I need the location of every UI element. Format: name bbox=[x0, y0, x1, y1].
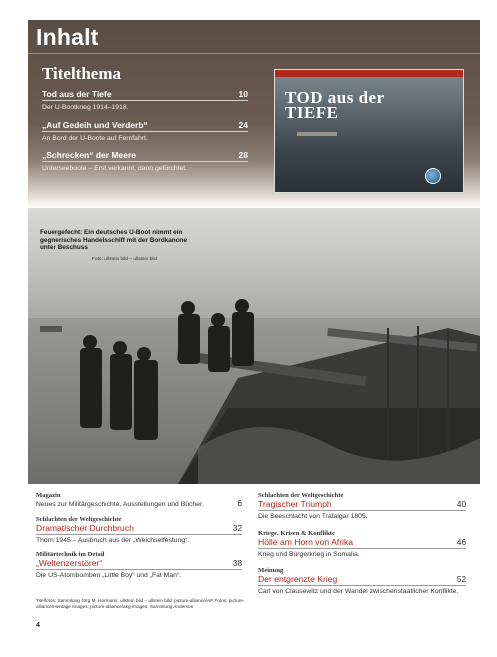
magazine-cover-thumbnail[interactable] bbox=[274, 69, 464, 193]
toc-entry-description: Thorn 1945 – Ausbruch aus der „Weichselfestung“. bbox=[36, 537, 190, 544]
cover-headline bbox=[285, 90, 385, 120]
toc-category: Schlachten der Weltgeschichte bbox=[258, 492, 344, 499]
toc-entry-subtitle: An Bord der U-Boote auf Fernfahrt. bbox=[42, 135, 148, 142]
toc-entry-title: „Weltenzerstörer“ bbox=[36, 558, 103, 568]
section-title: Titelthema bbox=[42, 64, 122, 83]
toc-category: Militärtechnik im Detail bbox=[36, 551, 105, 558]
toc-entry[interactable] bbox=[258, 530, 466, 559]
photo-credit: Foto: ullstein bild – ullstein bild bbox=[92, 257, 158, 262]
toc-entry-description: Neues zur Militärgeschichte, Ausstellungen und Bücher. bbox=[36, 501, 204, 508]
toc-entry[interactable] bbox=[36, 516, 242, 545]
toc-entry[interactable] bbox=[36, 551, 242, 580]
toc-category: Magazin bbox=[36, 492, 61, 499]
toc-category: Meinung bbox=[258, 567, 284, 574]
photo-credits: Titelfotos: Sammlung Jörg M. Hormann; ullstein bild – ullstein bild: picture-alliance/AP Fotos: picture-alliance/Heritage Images; picture-alliance/akg-images; Sammlung Anderson bbox=[36, 598, 245, 610]
toc-entry-title: „Auf Gedeih und Verderb“ bbox=[42, 120, 148, 130]
toc-entry-description: Die Seeschlacht von Trafalgar 1805. bbox=[258, 513, 368, 520]
toc-entry-title: Der entgrenzte Krieg bbox=[258, 574, 338, 584]
toc-entry-feature[interactable] bbox=[42, 89, 248, 111]
toc-entry-feature[interactable] bbox=[42, 150, 248, 172]
toc-category: Schlachten der Weltgeschichte bbox=[36, 516, 122, 523]
cover-sea-image bbox=[275, 132, 463, 193]
toc-entry-title: Tod aus der Tiefe bbox=[42, 89, 112, 99]
toc-entry[interactable] bbox=[258, 567, 466, 596]
toc-entry-description: Carl von Clausewitz und der Wandel zwischenstaatlicher Konflikte. bbox=[258, 588, 459, 595]
toc-entry-title: Dramatischer Durchbruch bbox=[36, 523, 134, 533]
cover-headline-line1: TOD aus der bbox=[285, 88, 385, 107]
toc-entry-title: Tragischer Triumph bbox=[258, 499, 332, 509]
toc-entry-subtitle: Der U-Bootkrieg 1914–1918. bbox=[42, 104, 129, 111]
page-title: Inhalt bbox=[36, 24, 99, 50]
toc-entry[interactable] bbox=[258, 492, 466, 521]
toc-page-number: 40 bbox=[456, 500, 466, 509]
toc-entry-feature[interactable] bbox=[42, 120, 248, 142]
toc-page-number: 52 bbox=[456, 575, 466, 584]
toc-page-number: 46 bbox=[456, 538, 466, 547]
cover-top-bar bbox=[275, 70, 463, 77]
toc-entry-title: Hölle am Horn von Afrika bbox=[258, 537, 354, 547]
toc-entry-subtitle: Unterseeboote – Erst verkannt, dann gefürchtet. bbox=[42, 165, 188, 172]
toc-page-number: 32 bbox=[232, 524, 242, 533]
toc-entry-description: Die US-Atombomben „Little Boy“ und „Fat Man“. bbox=[36, 572, 182, 579]
photo-caption: Feuergefecht: Ein deutsches U-Boot nimmt ein gegnerisches Handelsschiff mit der Bordkanone unter Beschuss bbox=[40, 229, 188, 251]
toc-entry-title: „Schrecken“ der Meere bbox=[42, 150, 137, 160]
toc-page-number: 6 bbox=[237, 499, 242, 508]
page-number: 4 bbox=[36, 622, 40, 629]
cover-submarine-image bbox=[297, 132, 337, 136]
globe-icon bbox=[425, 168, 441, 184]
toc-page-number: 28 bbox=[238, 150, 248, 160]
toc-entry-description: Krieg und Bürgerkrieg in Somalia. bbox=[258, 551, 360, 558]
toc-page-number: 24 bbox=[238, 120, 248, 130]
toc-entry-magazin[interactable] bbox=[36, 492, 242, 508]
toc-page-number: 38 bbox=[232, 559, 242, 568]
toc-category: Kriege, Krisen & Konflikte bbox=[258, 530, 335, 537]
header-divider bbox=[28, 53, 480, 54]
toc-page-number: 10 bbox=[238, 89, 248, 99]
cover-headline-line2: TIEFE bbox=[285, 103, 339, 122]
